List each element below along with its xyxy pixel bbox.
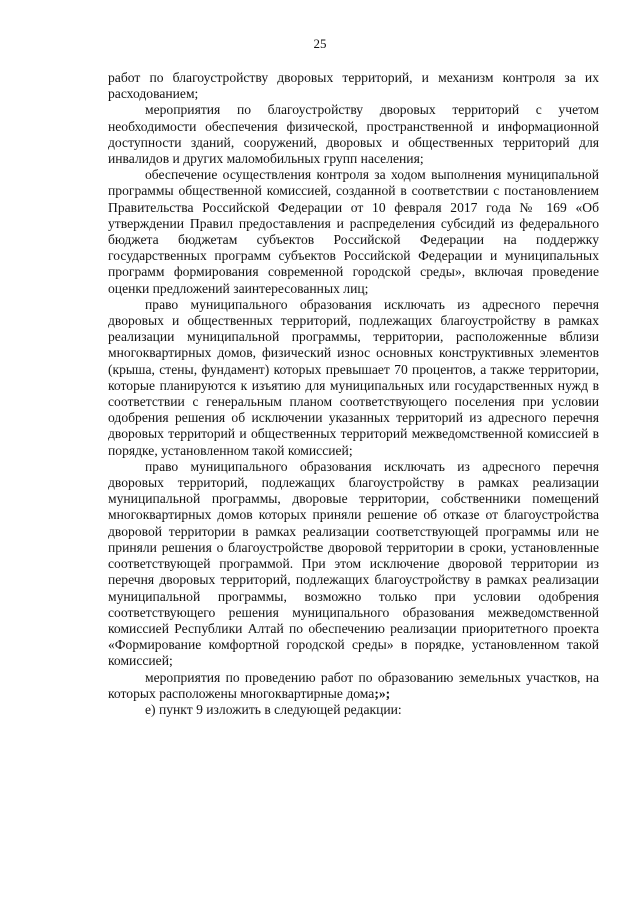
paragraph-accessibility-measures bbox=[108, 102, 599, 167]
paragraph-text: обеспечение осуществления контроля за ходом выполнения муниципальной программы общественной комиссией, созданной в соответствии с постановлением Правительства Российской Федерации от 10 февраля 2017 года № 169 «Об утверждении Правил предоставления и распределения субсидий из федерального бюджета бюджетам субъектов Российской Федерации на поддержку государственных программ субъектов Российской Федерации и муниципальных программ формирования современной городской среды», включая проведение оценки предложений заинтересованных лиц; bbox=[108, 167, 599, 296]
paragraph-text: работ по благоустройству дворовых территорий, и механизм контроля за их расходованием; bbox=[108, 70, 599, 102]
paragraph-text: мероприятия по проведению работ по образованию земельных участков, на которых расположены многоквартирные дома bbox=[108, 669, 599, 701]
paragraph-commission-control bbox=[108, 167, 599, 297]
paragraph-text: мероприятия по благоустройству дворовых территорий с учетом необходимости обеспечения физической, пространственной и информационной доступности зданий, сооружений, дворовых и общественных территорий для инвалидов и других маломобильных групп населения; bbox=[108, 102, 599, 167]
paragraph-text: е) пункт 9 изложить в следующей редакции: bbox=[145, 701, 402, 717]
paragraph-text: право муниципального образования исключать из адресного перечня дворовых и общественных территорий, подлежащих благоустройству в рамках реализации муниципальной программы, территории, расположенные вблизи многоквартирных домов, физический износ основных конструктивных элементов (крыша, стены, фундамент) которых превышает 70 процентов, а также территории, которые планируются к изъятию для муниципальных или государственных нужд в соответствии с генеральным планом соответствующего поселения при условии одобрения решения об исключении указанных территорий из адресного перечня дворовых территорий и общественных территорий межведомственной комиссией в порядке, установленном такой комиссией; bbox=[108, 296, 599, 458]
paragraph-item-9 bbox=[108, 702, 599, 718]
paragraph-closing-mark: ;»; bbox=[374, 685, 391, 701]
paragraph-funding-control bbox=[108, 70, 599, 102]
paragraph-exclusion-right-worn bbox=[108, 297, 599, 459]
paragraph-exclusion-right-refusal bbox=[108, 459, 599, 670]
paragraph-land-plots bbox=[108, 670, 599, 702]
page-number: 25 bbox=[313, 36, 327, 51]
paragraph-text: право муниципального образования исключать из адресного перечня дворовых территорий, подлежащих благоустройству в рамках реализации муниципальной программы, дворовые территории, собственники помещений многоквартирных домов которых приняли решение об отказе от благоустройства дворовой территории в рамках реализации соответствующей программы или не приняли решения о благоустройстве дворовой территории в сроки, установленные соответствующей программой. При этом исключение дворовой территории из перечня дворовых территорий, подлежащих благоустройству в рамках реализации муниципальной программы, возможно только при условии одобрения соответствующего решения муниципального образования межведомственной комиссией Республики Алтай по обеспечению реализации приоритетного проекта «Формирование комфортной городской среды» в порядке, установленном такой комиссией; bbox=[108, 458, 599, 669]
document-body bbox=[108, 70, 599, 718]
